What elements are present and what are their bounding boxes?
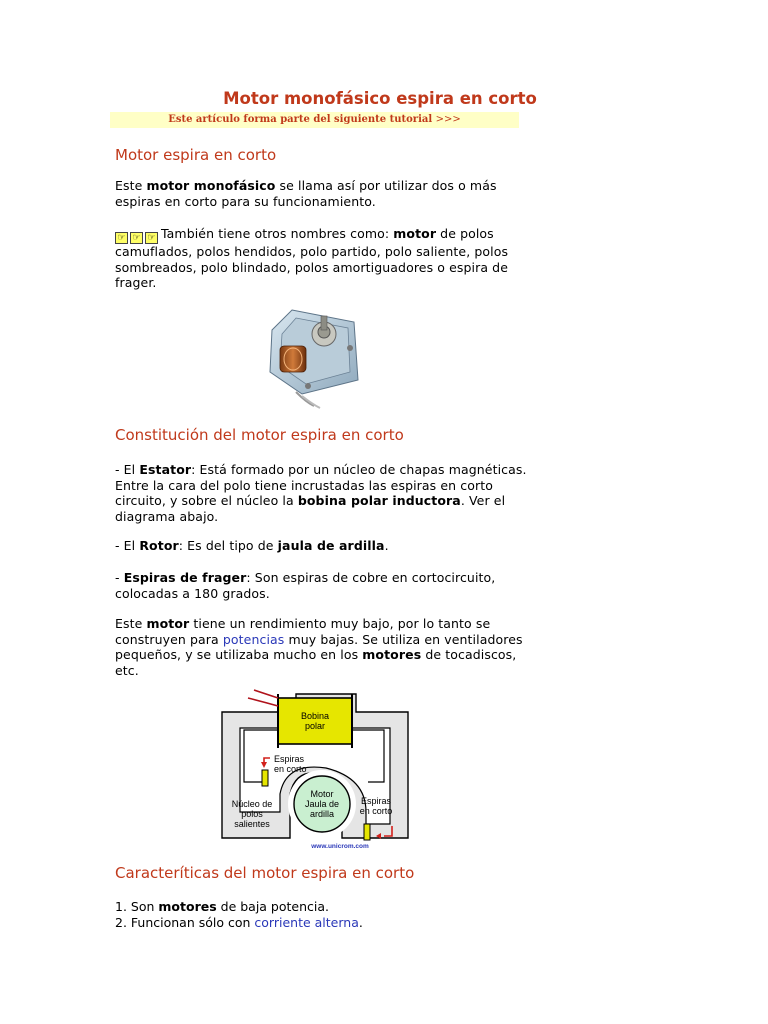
text-span: tiene un rendimiento muy bajo, por lo tanto se construyen para (115, 616, 491, 647)
motor-label-1: Motor (310, 789, 334, 799)
pointing-hand-icon: ☞ (115, 232, 128, 244)
nucleo-label-1: Núcleo de (231, 799, 273, 809)
text-span: muy bajas. Se utiliza en ventiladores pequeños, y se utilizaba mucho en los (115, 631, 523, 662)
text-span: 2. Funcionan sólo con (115, 915, 255, 930)
text-span: de polos camuflados, polos hendidos, polo partido, polo saliente, polos sombreados, polo blindado, polos amortiguadores o espira de frager. (115, 226, 509, 290)
diagram-credit: www.unicrom.com (311, 843, 369, 850)
list-item (115, 915, 535, 931)
bold-span: motor (393, 226, 437, 241)
text-span: - (115, 570, 124, 585)
bobina-label-2: polar (304, 721, 326, 731)
wire (248, 698, 278, 706)
tutorial-banner[interactable] (110, 112, 519, 128)
bold-span: motor (146, 616, 190, 631)
espiras-right-label-2: en corto (359, 806, 393, 816)
link-corriente-alterna[interactable]: corriente alterna (254, 915, 359, 930)
nucleo-label-2: polos (241, 809, 263, 819)
page-title: Motor monofásico espira en corto (223, 89, 537, 108)
paragraph-other-names (115, 226, 535, 291)
paragraph-rotor (115, 538, 535, 554)
tutorial-banner-arrows[interactable]: >>> (435, 114, 461, 125)
nucleo-label-3: salientes (234, 819, 270, 829)
characteristics-list (115, 899, 535, 931)
motor-photo (262, 302, 372, 412)
bold-span: Espiras de frager (123, 570, 247, 585)
text-span: 1. Son (115, 899, 159, 914)
text-span: de tocadiscos, etc. (115, 647, 517, 678)
link-potencias[interactable]: potencias (222, 631, 285, 647)
text-span: . (358, 915, 363, 930)
section-heading-motor-espira: Motor espira en corto (115, 146, 277, 164)
espiras-right-label-1: Espiras (360, 796, 392, 806)
list-item (115, 899, 535, 915)
bold-span: Rotor (139, 538, 179, 553)
text-span: de baja potencia. (216, 899, 330, 914)
text-span: - El (115, 538, 140, 553)
text-span: . (384, 538, 389, 553)
bold-span: motor monofásico (146, 178, 276, 193)
bobina-label-1: Bobina (300, 711, 330, 721)
section-heading-constitucion: Constitución del motor espira en corto (115, 426, 404, 444)
motor-diagram (218, 686, 414, 850)
motor-label-3: ardilla (309, 809, 335, 819)
bold-span: jaula de ardilla (277, 538, 385, 553)
text-span: : Son espiras de cobre en cortocircuito, colocadas a 180 grados. (115, 570, 496, 601)
text-span: Este (115, 616, 147, 631)
text-span: Este (115, 178, 147, 193)
bold-span: bobina polar inductora (297, 493, 461, 508)
pointing-hand-icon: ☞ (145, 232, 158, 244)
bold-span: motores (158, 899, 217, 914)
pointing-hand-icon: ☞ (130, 232, 143, 244)
espiras-top-label-2: en corto (274, 764, 307, 774)
bold-span: Estator (139, 462, 192, 477)
text-span: se llama así por utilizar dos o más espiras en corto para su funcionamiento. (115, 178, 497, 209)
text-span: : Es del tipo de (178, 538, 278, 553)
text-span: . Ver el diagrama abajo. (115, 493, 506, 524)
text-span: : Está formado por un núcleo de chapas magnéticas. Entre la cara del polo tiene incrustadas las espiras en corto circuito, y sobre el núcleo la (115, 462, 527, 508)
shading-coil-bottom (364, 824, 370, 840)
text-span: También tiene otros nombres como: (161, 226, 394, 241)
hand-icons (115, 228, 160, 244)
tutorial-banner-text[interactable]: Este artículo forma parte del siguiente tutorial (168, 114, 433, 125)
section-heading-caracteristicas: Caracteríticas del motor espira en corto (115, 864, 415, 882)
espiras-top-label-1: Espiras (274, 754, 305, 764)
paragraph-rendimiento (115, 616, 535, 678)
paragraph-intro (115, 178, 535, 209)
shading-coil-top (262, 770, 268, 786)
bold-span: motores (362, 647, 422, 662)
paragraph-espiras-frager (115, 570, 535, 601)
paragraph-estator (115, 462, 535, 524)
text-span: - El (115, 462, 140, 477)
wire (254, 690, 278, 698)
motor-label-2: Jaula de (304, 799, 340, 809)
